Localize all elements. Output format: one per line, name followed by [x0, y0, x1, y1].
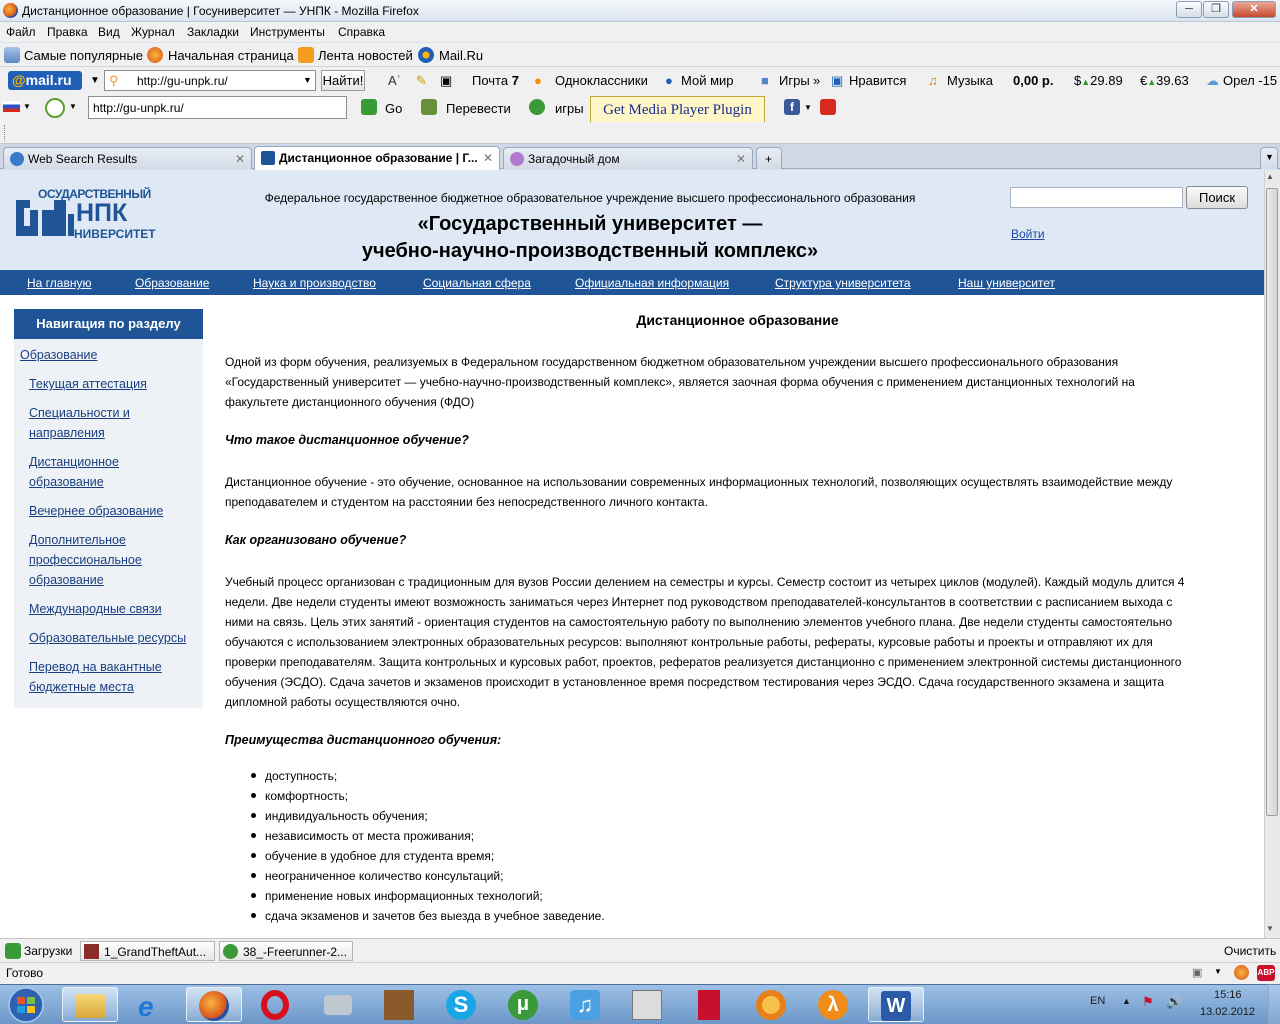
show-hidden-icons[interactable]: ▲ — [1122, 996, 1131, 1006]
menu-edit[interactable]: Правка — [47, 25, 88, 39]
disc-icon — [756, 990, 786, 1020]
like-link[interactable]: Нравится — [849, 73, 907, 88]
nav-our-university[interactable]: Наш университет — [958, 276, 1056, 290]
nav-official[interactable]: Официальная информация — [575, 276, 730, 290]
chevron-down-icon[interactable]: ▼ — [1214, 967, 1222, 976]
chevron-down-icon[interactable]: ▼ — [303, 75, 312, 85]
app-icon — [698, 990, 720, 1020]
downloads-bar — [0, 938, 1280, 962]
sidebar-item-evening-education[interactable]: Вечернее образование — [29, 504, 164, 518]
archive-icon — [84, 944, 99, 959]
bing-search-input[interactable]: http://gu-unpk.ru/ — [88, 96, 347, 119]
sidebar-item-current-assessment[interactable]: Текущая аттестация — [29, 377, 147, 391]
window-title: Дистанционное образование | Госуниверситет — УНПК - Mozilla Firefox — [22, 4, 419, 18]
scrollbar-thumb[interactable] — [1266, 188, 1278, 816]
nav-home[interactable]: На главную — [27, 276, 92, 290]
list-item: применение новых информационных технологий; — [250, 886, 605, 906]
close-tab-icon[interactable]: ✕ — [482, 151, 493, 165]
games-button[interactable]: игры — [555, 101, 584, 116]
youtube-icon[interactable] — [820, 99, 836, 115]
taskbar-halflife[interactable] — [806, 987, 862, 1022]
bookmark-mailru[interactable]: Mail.Ru — [439, 48, 484, 63]
login-link[interactable]: Войти — [1011, 227, 1045, 241]
music-link[interactable]: Музыка — [947, 73, 993, 88]
bookmark-popular[interactable]: Самые популярные — [24, 48, 144, 63]
system-tray — [1080, 984, 1280, 1024]
taskbar-skype[interactable] — [434, 987, 490, 1022]
close-tab-icon[interactable]: ✕ — [735, 152, 746, 166]
page-icon — [510, 152, 524, 166]
taskbar-camera[interactable] — [310, 987, 366, 1022]
sidebar-item-international[interactable]: Международные связи — [29, 602, 162, 616]
games-icon — [529, 99, 545, 115]
taskbar-game[interactable] — [372, 987, 428, 1022]
more-icon[interactable]: » — [813, 73, 821, 88]
menu-bar — [0, 22, 1280, 42]
mailru-search-button[interactable]: Найти! — [321, 70, 365, 91]
clock-time[interactable]: 15:16 — [1214, 989, 1242, 1001]
menu-help[interactable]: Справка — [338, 25, 386, 39]
list-item: сдача экзаменов и зачетов без выезда в учебное заведение. — [250, 906, 605, 926]
site-search-button[interactable]: Поиск — [1186, 186, 1248, 209]
menu-tools[interactable]: Инструменты — [250, 25, 325, 39]
pochta-link[interactable]: Почта 7 — [472, 73, 519, 88]
odnoklassniki-link[interactable]: Одноклассники — [555, 73, 648, 88]
language-indicator[interactable]: EN — [1090, 995, 1106, 1007]
taskbar-ie[interactable] — [124, 987, 180, 1022]
tab-list-button[interactable]: ▼ — [1260, 147, 1278, 169]
like-icon: ▣ — [831, 73, 844, 88]
header-title-line2: учебно-научно-производственный комплекс» — [361, 240, 819, 262]
music-icon: ♫ — [928, 73, 938, 88]
taskbar-word[interactable] — [868, 987, 924, 1022]
close-button[interactable]: ✕ — [1232, 1, 1276, 18]
unpk-icon — [261, 151, 275, 165]
menu-history[interactable]: Журнал — [131, 25, 175, 39]
header-org: Федеральное государственное бюджетное образовательное учреждение высшего профессионального образования — [264, 191, 916, 205]
volume-icon[interactable]: 🔊 — [1166, 994, 1183, 1009]
sidebar-heading: Навигация по разделу — [14, 309, 203, 339]
tab-distance-education[interactable]: Дистанционное образование | Г... ✕ — [254, 146, 500, 170]
nav-structure[interactable]: Структура университета — [775, 276, 911, 290]
site-search-input[interactable] — [1010, 187, 1183, 208]
process-paragraph: Учебный процесс организован с традиционным для вузов России делением на семестры и курсы. Семестр состоит из четырех циклов (модулей). Каждый модуль длится 4 недели. Две недели студенты имеют возможность заниматься через Интернет под руководством преподавателей-консультантов в соответствии с расписанием выхода с ними на связь. Цель этих занятий - ориентация студентов на самостоятельную работу по выполнению элементов учебного плана. Две недели студенты самостоятельно обучаются с использованием электронных образовательных ресурсов: выполняют контрольные работы, рефераты, курсовые работы и проекты и отправляют их для проверки преподавателям. Защита контрольных и курсовых работ, проектов, рефератов реализуется дистанционно с применением электронной системы дистанционного обучения (ЭСДО). Сдача зачетов и экзаменов происходит в установленное время посредством тестирования через ЭСДО. Сдача государственного экзамена и защита дипломной работы осуществляются очно. — [225, 575, 1185, 709]
usd-rate: $▲29.89 — [1074, 73, 1123, 88]
window-titlebar — [0, 0, 1280, 22]
show-desktop-button[interactable] — [1268, 984, 1280, 1024]
font-icon[interactable]: Aʿ — [388, 73, 401, 88]
folder-icon — [75, 994, 105, 1018]
games-icon: ■ — [761, 73, 769, 88]
utorrent-icon: μ — [508, 990, 538, 1020]
advantages-list — [250, 766, 605, 926]
mailru-search-input[interactable]: ⚲ http://gu-unpk.ru/ ▼ — [104, 70, 316, 91]
taskbar-app-red[interactable] — [682, 987, 738, 1022]
music-icon: ♫ — [570, 990, 600, 1020]
zoom-icon[interactable]: ▣ — [440, 73, 453, 88]
list-item: обучение в удобное для студента время; — [250, 846, 605, 866]
balance: 0,00 р. — [1013, 73, 1054, 88]
camera-icon — [324, 995, 352, 1015]
nav-science[interactable]: Наука и производство — [253, 276, 376, 290]
search-icon: ⚲ — [109, 73, 119, 88]
flag-icon[interactable]: ⚑ — [1142, 994, 1154, 1009]
nav-education[interactable]: Образование — [135, 276, 210, 290]
empty-toolbar — [0, 122, 1280, 144]
adblock-icon[interactable]: ABP — [1257, 965, 1275, 981]
firefox-icon — [199, 991, 229, 1021]
start-button[interactable] — [2, 985, 50, 1024]
games-link[interactable]: Игры — [779, 73, 810, 88]
status-text: Готово — [6, 966, 44, 980]
eur-rate: €▲39.63 — [1140, 73, 1189, 88]
go-button[interactable]: Go — [385, 101, 403, 116]
firefox-icon — [147, 47, 163, 63]
ie-icon: e — [138, 991, 154, 1022]
sidebar-item-resources[interactable]: Образовательные ресурсы — [29, 631, 187, 645]
chevron-down-icon[interactable]: ▼ — [69, 102, 77, 111]
game-icon — [384, 990, 414, 1020]
rss-icon — [298, 47, 314, 63]
taskbar-firefox[interactable] — [186, 987, 242, 1022]
toolbar-grip[interactable] — [4, 125, 7, 141]
flag-ru-icon[interactable] — [3, 101, 20, 112]
minimize-button[interactable]: ─ — [1176, 1, 1202, 18]
utorrent-icon — [223, 944, 238, 959]
weather-text: Орел -15 — [1223, 73, 1278, 88]
firefox-icon — [3, 3, 18, 18]
download-icon — [5, 943, 21, 959]
halflife-icon: λ — [818, 990, 848, 1020]
taskbar-nero[interactable] — [744, 987, 800, 1022]
scroll-down-icon[interactable]: ▼ — [1266, 924, 1274, 933]
chevron-down-icon[interactable]: ▼ — [23, 102, 31, 111]
firefox-icon[interactable] — [1234, 965, 1249, 980]
sidebar-item-vacant-places[interactable]: Перевод на вакантные бюджетные места — [29, 660, 162, 694]
section-heading-how: Как организовано обучение? — [225, 533, 407, 547]
list-item: неограниченное количество консультаций; — [250, 866, 605, 886]
page-viewport — [0, 170, 1264, 938]
page-title: Дистанционное образование — [636, 312, 839, 328]
menu-view[interactable]: Вид — [98, 25, 120, 39]
download-item-freerunner[interactable]: 38_-Freerunner-2... — [219, 941, 353, 961]
moimir-icon: ● — [665, 73, 673, 88]
maximize-button[interactable]: ❐ — [1203, 1, 1229, 18]
section-heading-what: Что такое дистанционное обучение? — [225, 433, 469, 447]
bookmark-folder-icon — [4, 47, 20, 63]
list-item: комфортность; — [250, 786, 605, 806]
sidebar-item-education[interactable]: Образование — [20, 348, 98, 362]
go-icon — [361, 99, 377, 115]
word-icon: W — [881, 991, 911, 1021]
ok-icon: ● — [534, 73, 542, 88]
scroll-up-icon[interactable]: ▲ — [1266, 172, 1274, 181]
nav-social[interactable]: Социальная сфера — [423, 276, 531, 290]
chevron-down-icon[interactable]: ▼ — [804, 103, 812, 112]
list-item: доступность; — [250, 766, 605, 786]
list-item: независимость от места проживания; — [250, 826, 605, 846]
opera-icon — [261, 990, 289, 1020]
bookmarks-toolbar — [0, 43, 1280, 67]
weather-icon: ☁ — [1206, 73, 1219, 88]
download-item-gta[interactable]: 1_GrandTheftAut... — [80, 941, 215, 961]
translate-icon — [421, 99, 437, 115]
list-item: индивидуальность обучения; — [250, 806, 605, 826]
highlight-icon[interactable]: ✎ — [416, 73, 427, 88]
menu-file[interactable]: Файл — [6, 25, 36, 39]
main-nav — [0, 270, 1264, 295]
section-sidebar — [14, 309, 203, 708]
moimir-link[interactable]: Мой мир — [681, 73, 734, 88]
university-logo[interactable]: ОСУДАРСТВЕННЫЙ НПК НИВЕРСИТЕТ — [14, 186, 164, 242]
mailru-logo[interactable]: @mail.ru — [8, 71, 82, 90]
taskbar-opera[interactable] — [248, 987, 304, 1022]
mailru-icon — [418, 47, 434, 63]
bing-icon — [10, 152, 24, 166]
definition-paragraph: Дистанционное обучение - это обучение, основанное на использовании современных информационных технологий, позволяющих осуществлять взаимодействие между преподавателем и студентом на расстоянии без непосредственного личного контакта. — [225, 475, 1173, 509]
site-header — [0, 170, 1264, 270]
clear-downloads-button[interactable]: Очистить — [1224, 944, 1277, 958]
sidebar-item-additional-education[interactable]: Дополнительное профессиональное образование — [29, 533, 142, 587]
sidebar-item-specialties[interactable]: Специальности и направления — [29, 406, 130, 440]
chevron-down-icon[interactable]: ▼ — [90, 75, 100, 86]
tab-web-search[interactable]: Web Search Results ✕ — [3, 147, 252, 169]
intro-paragraph: Одной из форм обучения, реализуемых в Федеральном государственном бюджетном образовательном учреждении высшего профессионального образования «Государственный университет — учебно-научно-производственный комплекс», является заочная форма обучения с применением дистанционных технологий на факультете дистанционного обучения (ФДО) — [225, 355, 1135, 409]
skype-icon: S — [446, 990, 476, 1020]
taskbar-music[interactable] — [558, 987, 614, 1022]
film-icon — [632, 990, 662, 1020]
screen-icon[interactable]: ▣ — [1192, 967, 1203, 979]
facebook-icon[interactable]: f — [784, 99, 800, 115]
bookmark-news-feed[interactable]: Лента новостей — [318, 48, 413, 63]
tab-mystery-house[interactable]: Загадочный дом ✕ — [503, 147, 753, 169]
bing-icon[interactable] — [45, 98, 65, 118]
status-bar — [0, 962, 1280, 984]
translate-button[interactable]: Перевести — [446, 101, 511, 116]
section-heading-advantages: Преимущества дистанционного обучения: — [225, 733, 502, 747]
taskbar-moviemaker[interactable] — [620, 987, 676, 1022]
sidebar-item-distance-education[interactable]: Дистанционное образование — [29, 455, 119, 489]
new-tab-button[interactable]: + — [756, 147, 782, 169]
downloads-label[interactable]: Загрузки — [24, 944, 73, 958]
bookmark-start-page[interactable]: Начальная страница — [168, 48, 294, 63]
media-player-plugin-button[interactable]: Get Media Player Plugin — [590, 96, 765, 124]
clock-date[interactable]: 13.02.2012 — [1200, 1006, 1256, 1018]
taskbar-utorrent[interactable] — [496, 987, 552, 1022]
taskbar-explorer[interactable] — [62, 987, 118, 1022]
close-tab-icon[interactable]: ✕ — [234, 152, 245, 166]
tab-strip — [0, 144, 1280, 169]
menu-bookmarks[interactable]: Закладки — [187, 25, 239, 39]
header-title-line1: «Государственный университет — — [417, 213, 763, 235]
